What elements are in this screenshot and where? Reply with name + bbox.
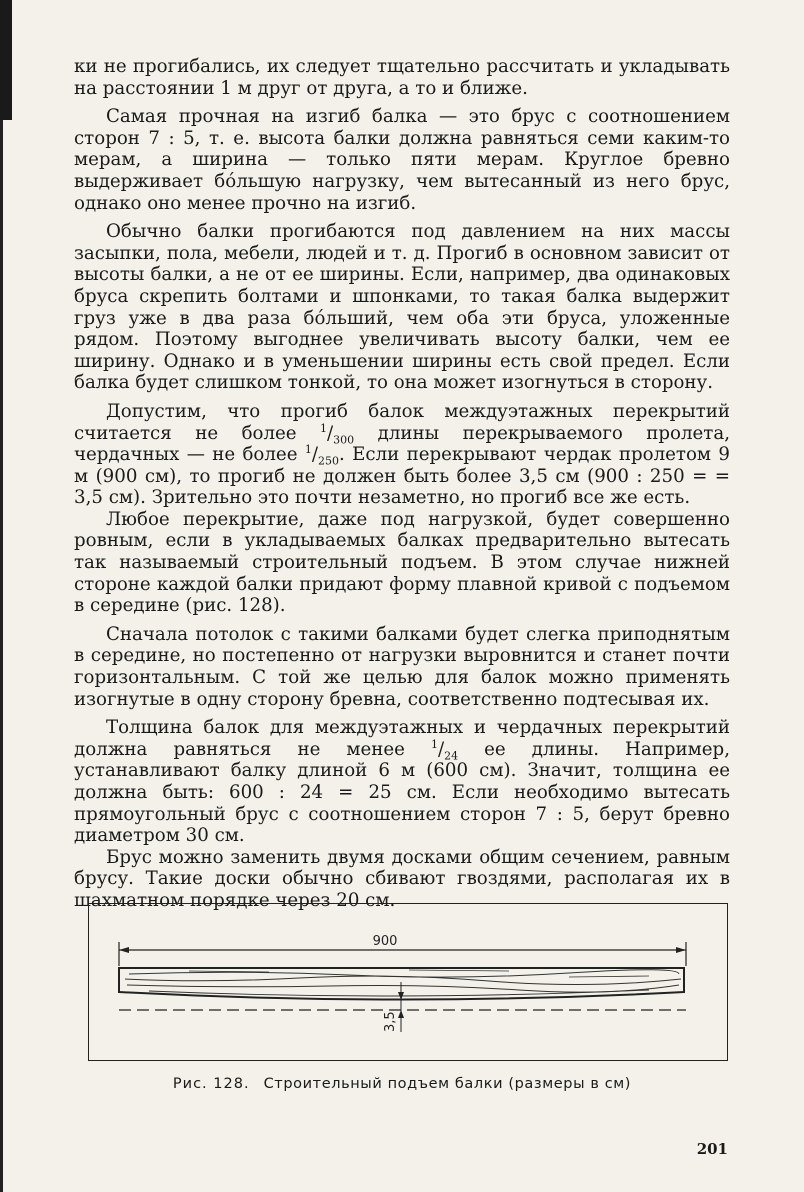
figure-caption [0,1076,804,1092]
paragraph-4: Допустим, что прогиб балок междуэтажных перекрытий считается не более $^1/_{300}$ длины перекрываемого пролета, чердачных — не более $^1/_{250}$. Если перекрывают чердак пролетом 9 м (900 см), то прогиб не должен быть более 3,5 см (900 : 250 = = 3,5 см). Зрительно это почти незаметно, но прогиб все же есть. [74,400,731,509]
caption-text: Строительный подъем балки (размеры в см) [263,1076,632,1092]
page-edge [0,0,3,1192]
paragraph-8: Брус можно заменить двумя досками общим сечением, равным брусу. Такие доски обычно сбивают гвоздями, располагая их в шахматном порядке через 20 см. [74,846,730,911]
fraction-1-denominator: 300 [333,433,355,447]
paragraph-4-part-b: длины перекрываемого пролета, чердачных — не более [74,422,730,466]
body-text [74,56,730,919]
paragraph-7: Толщина балок для междуэтажных и чердачных перекрытий должна равняться не менее $^1/_{24}$ ее длины. Например, устанавливают балку длиной 6 м (600 см). Значит, толщина ее должна быть: 600 : 24 = 25 см. Если необходимо вытесать прямоугольный брус с соотношением сторон 7 : 5, берут бревно диаметром 30 см. [74,717,730,847]
fraction-2-numerator: 1 [304,443,312,457]
beam-drawing [89,904,729,1062]
page-number: 201 [696,1140,728,1158]
fraction-3-numerator: 1 [430,737,438,751]
span-arrow-left [119,947,129,953]
figure-128 [88,903,728,1061]
span-label: 900 [372,934,398,949]
paragraph-4-part-c: . Если перекрывают чердак пролетом 9 м (900 см), то прогиб не должен быть более 3,5 см (900 : 250 = = 3,5 см). Зрительно это почти незаметно, но прогиб все же есть. [74,444,731,509]
fraction-2-denominator: 250 [317,454,339,468]
sag-label: 3,5 [383,1011,398,1032]
fraction-1-numerator: 1 [320,421,328,435]
paragraph-7-part-b: ее длины. Например, устанавливают балку длиной 6 м (600 см). Значит, толщина ее должна быть: 600 : 24 = 25 см. Если необходимо вытесать прямоугольный брус с соотношением сторон 7 : 5, берут бревно диаметром 30 см. [74,738,730,847]
paragraph-2: Самая прочная на изгиб балка — это брус с соотношением сторон 7 : 5, т. е. высота балки должна равняться семи каким-то мерам, а ширина — только пяти мерам. Круглое бревно выдерживает бо́льшую нагрузку, чем вытесанный из него брус, однако оно менее прочно на изгиб. [74,106,730,214]
paragraph-4-part-a: Допустим, что прогиб балок междуэтажных перекрытий считается не более [74,400,730,444]
paragraph-7-part-a: Толщина балок для междуэтажных и чердачных перекрытий должна равняться не менее [74,717,730,760]
sag-arrow-bottom [398,1010,404,1018]
page-edge-shadow [0,0,12,120]
paragraph-5: Любое перекрытие, даже под нагрузкой, будет совершенно ровным, если в укладываемых балках предварительно вытесать так называемый строительный подъем. В этом случае нижней стороне каждой балки придают форму плавной кривой с подъемом в середине (рис. 128). [74,508,730,617]
caption-label: Рис. 128. [172,1076,250,1092]
span-arrow-right [676,947,686,953]
paragraph-6: Сначала потолок с такими балками будет слегка приподнятым в середине, но постепенно от нагрузки выровнится и станет почти горизонтальным. С той же целью для балок можно применять изогнутые в одну сторону бревна, соответственно подтесывая их. [74,623,730,710]
paragraph-3: Обычно балки прогибаются под давлением на них массы засыпки, пола, мебели, людей и т. д. Прогиб в основном зависит от высоты балки, а не от ее ширины. Если, например, два одинаковых бруса скрепить болтами и шпонками, то такая балка выдержит груз уже в два раза бо́льший, чем оба эти бруса, уложенные рядом. Поэтому выгоднее увеличивать высоту балки, чем ее ширину. Однако и в уменьшении ширины есть свой предел. Если балка будет слишком тонкой, то она может изогнуться в сторону. [74,221,730,394]
fraction-3-denominator: 24 [444,749,459,763]
paragraph-1: ки не прогибались, их следует тщательно рассчитать и укладывать на расстоянии 1 м друг от друга, а то и ближе. [74,56,730,99]
